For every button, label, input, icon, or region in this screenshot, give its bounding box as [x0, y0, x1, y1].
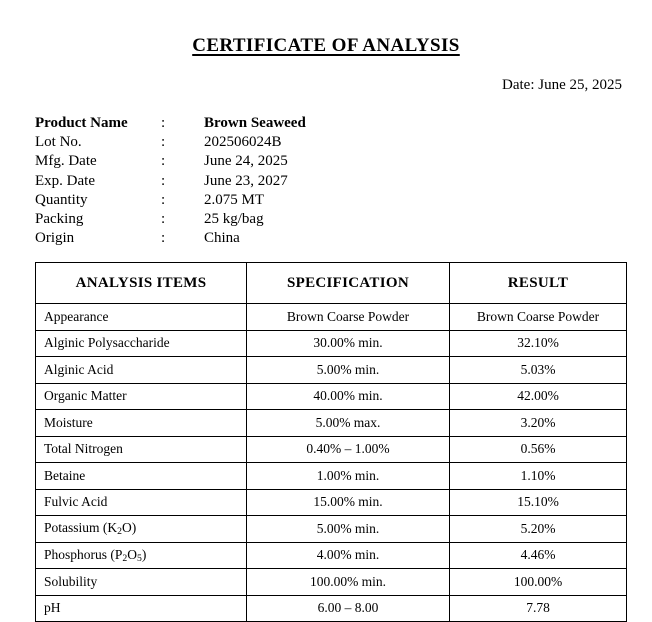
cell-specification: 4.00% min. — [247, 542, 450, 569]
table-row — [36, 463, 627, 490]
cell-analysis-item: Alginic Acid — [36, 357, 247, 384]
product-info-label: Origin — [35, 230, 75, 247]
cell-result: 15.10% — [450, 489, 627, 516]
product-info-separator: : — [161, 230, 166, 247]
table-row — [36, 542, 627, 569]
cell-result: 100.00% — [450, 569, 627, 596]
product-info-separator: : — [161, 172, 166, 189]
cell-specification: 6.00 – 8.00 — [247, 595, 450, 622]
cell-specification: 30.00% min. — [247, 330, 450, 357]
product-info-label: Product Name — [35, 115, 128, 131]
product-info-value: China — [204, 230, 240, 247]
product-info-value: 202506024B — [204, 134, 282, 151]
cell-analysis-item: Moisture — [36, 410, 247, 437]
issue-date: Date: June 25, 2025 — [502, 77, 622, 93]
cell-result: 5.03% — [450, 357, 627, 384]
table-row — [36, 357, 627, 384]
product-info-label: Lot No. — [35, 134, 82, 151]
cell-result: Brown Coarse Powder — [450, 304, 627, 331]
cell-analysis-item: Potassium $(K_2O)$ — [36, 516, 247, 543]
cell-result: 7.78 — [450, 595, 627, 622]
cell-analysis-item: Organic Matter — [36, 383, 247, 410]
cell-result: 42.00% — [450, 383, 627, 410]
product-info-value: June 24, 2025 — [204, 153, 288, 170]
cell-specification: 5.00% min. — [247, 357, 450, 384]
table-row — [36, 383, 627, 410]
product-info-row — [35, 229, 306, 248]
product-info-label: Mfg. Date — [35, 153, 97, 170]
cell-analysis-item: Solubility — [36, 569, 247, 596]
product-info-row — [35, 133, 306, 152]
cell-specification: 15.00% min. — [247, 489, 450, 516]
table-row — [36, 304, 627, 331]
table-row — [36, 330, 627, 357]
product-info-row — [35, 114, 306, 133]
cell-analysis-item: Alginic Polysaccharide — [36, 330, 247, 357]
product-info-row — [35, 152, 306, 171]
cell-analysis-item: Appearance — [36, 304, 247, 331]
cell-analysis-item: Betaine — [36, 463, 247, 490]
cell-analysis-item: Phosphorus $(P_2O_5)$ — [36, 542, 247, 569]
product-info-separator: : — [161, 153, 166, 170]
analysis-table — [35, 262, 627, 622]
cell-result: 0.56% — [450, 436, 627, 463]
analysis-table-header — [36, 263, 627, 304]
cell-analysis-item: pH — [36, 595, 247, 622]
product-info-separator: : — [161, 210, 166, 227]
product-info-value: June 23, 2027 — [204, 172, 288, 189]
cell-specification: 0.40% – 1.00% — [247, 436, 450, 463]
table-row — [36, 489, 627, 516]
product-info-separator: : — [161, 115, 166, 131]
product-info-value: 2.075 MT — [204, 191, 264, 208]
product-info-value: Brown Seaweed — [204, 115, 306, 131]
product-info-row — [35, 191, 306, 210]
table-row — [36, 410, 627, 437]
column-header-specification: SPECIFICATION — [247, 263, 450, 304]
product-info-separator: : — [161, 134, 166, 151]
page-title — [0, 35, 652, 58]
cell-result: 1.10% — [450, 463, 627, 490]
product-info-row — [35, 172, 306, 191]
cell-specification: 40.00% min. — [247, 383, 450, 410]
column-header-analysis-items: ANALYSIS ITEMS — [36, 263, 247, 304]
cell-specification: 100.00% min. — [247, 569, 450, 596]
table-row — [36, 436, 627, 463]
table-row — [36, 516, 627, 543]
product-info-separator: : — [161, 191, 166, 208]
cell-result: 32.10% — [450, 330, 627, 357]
page-title-text: CERTIFICATE OF ANALYSIS — [192, 34, 460, 56]
cell-specification: Brown Coarse Powder — [247, 304, 450, 331]
cell-analysis-item: Fulvic Acid — [36, 489, 247, 516]
table-header-row — [36, 263, 627, 304]
product-info-block — [35, 114, 306, 248]
table-row — [36, 569, 627, 596]
table-row — [36, 595, 627, 622]
product-info-row — [35, 210, 306, 229]
cell-specification: 5.00% min. — [247, 516, 450, 543]
cell-specification: 5.00% max. — [247, 410, 450, 437]
column-header-result: RESULT — [450, 263, 627, 304]
cell-analysis-item: Total Nitrogen — [36, 436, 247, 463]
product-info-label: Quantity — [35, 191, 88, 208]
analysis-table-body — [36, 304, 627, 622]
cell-specification: 1.00% min. — [247, 463, 450, 490]
product-info-value: 25 kg/bag — [204, 210, 264, 227]
product-info-label: Exp. Date — [35, 172, 95, 189]
cell-result: 3.20% — [450, 410, 627, 437]
cell-result: 5.20% — [450, 516, 627, 543]
product-info-label: Packing — [35, 210, 84, 227]
cell-result: 4.46% — [450, 542, 627, 569]
